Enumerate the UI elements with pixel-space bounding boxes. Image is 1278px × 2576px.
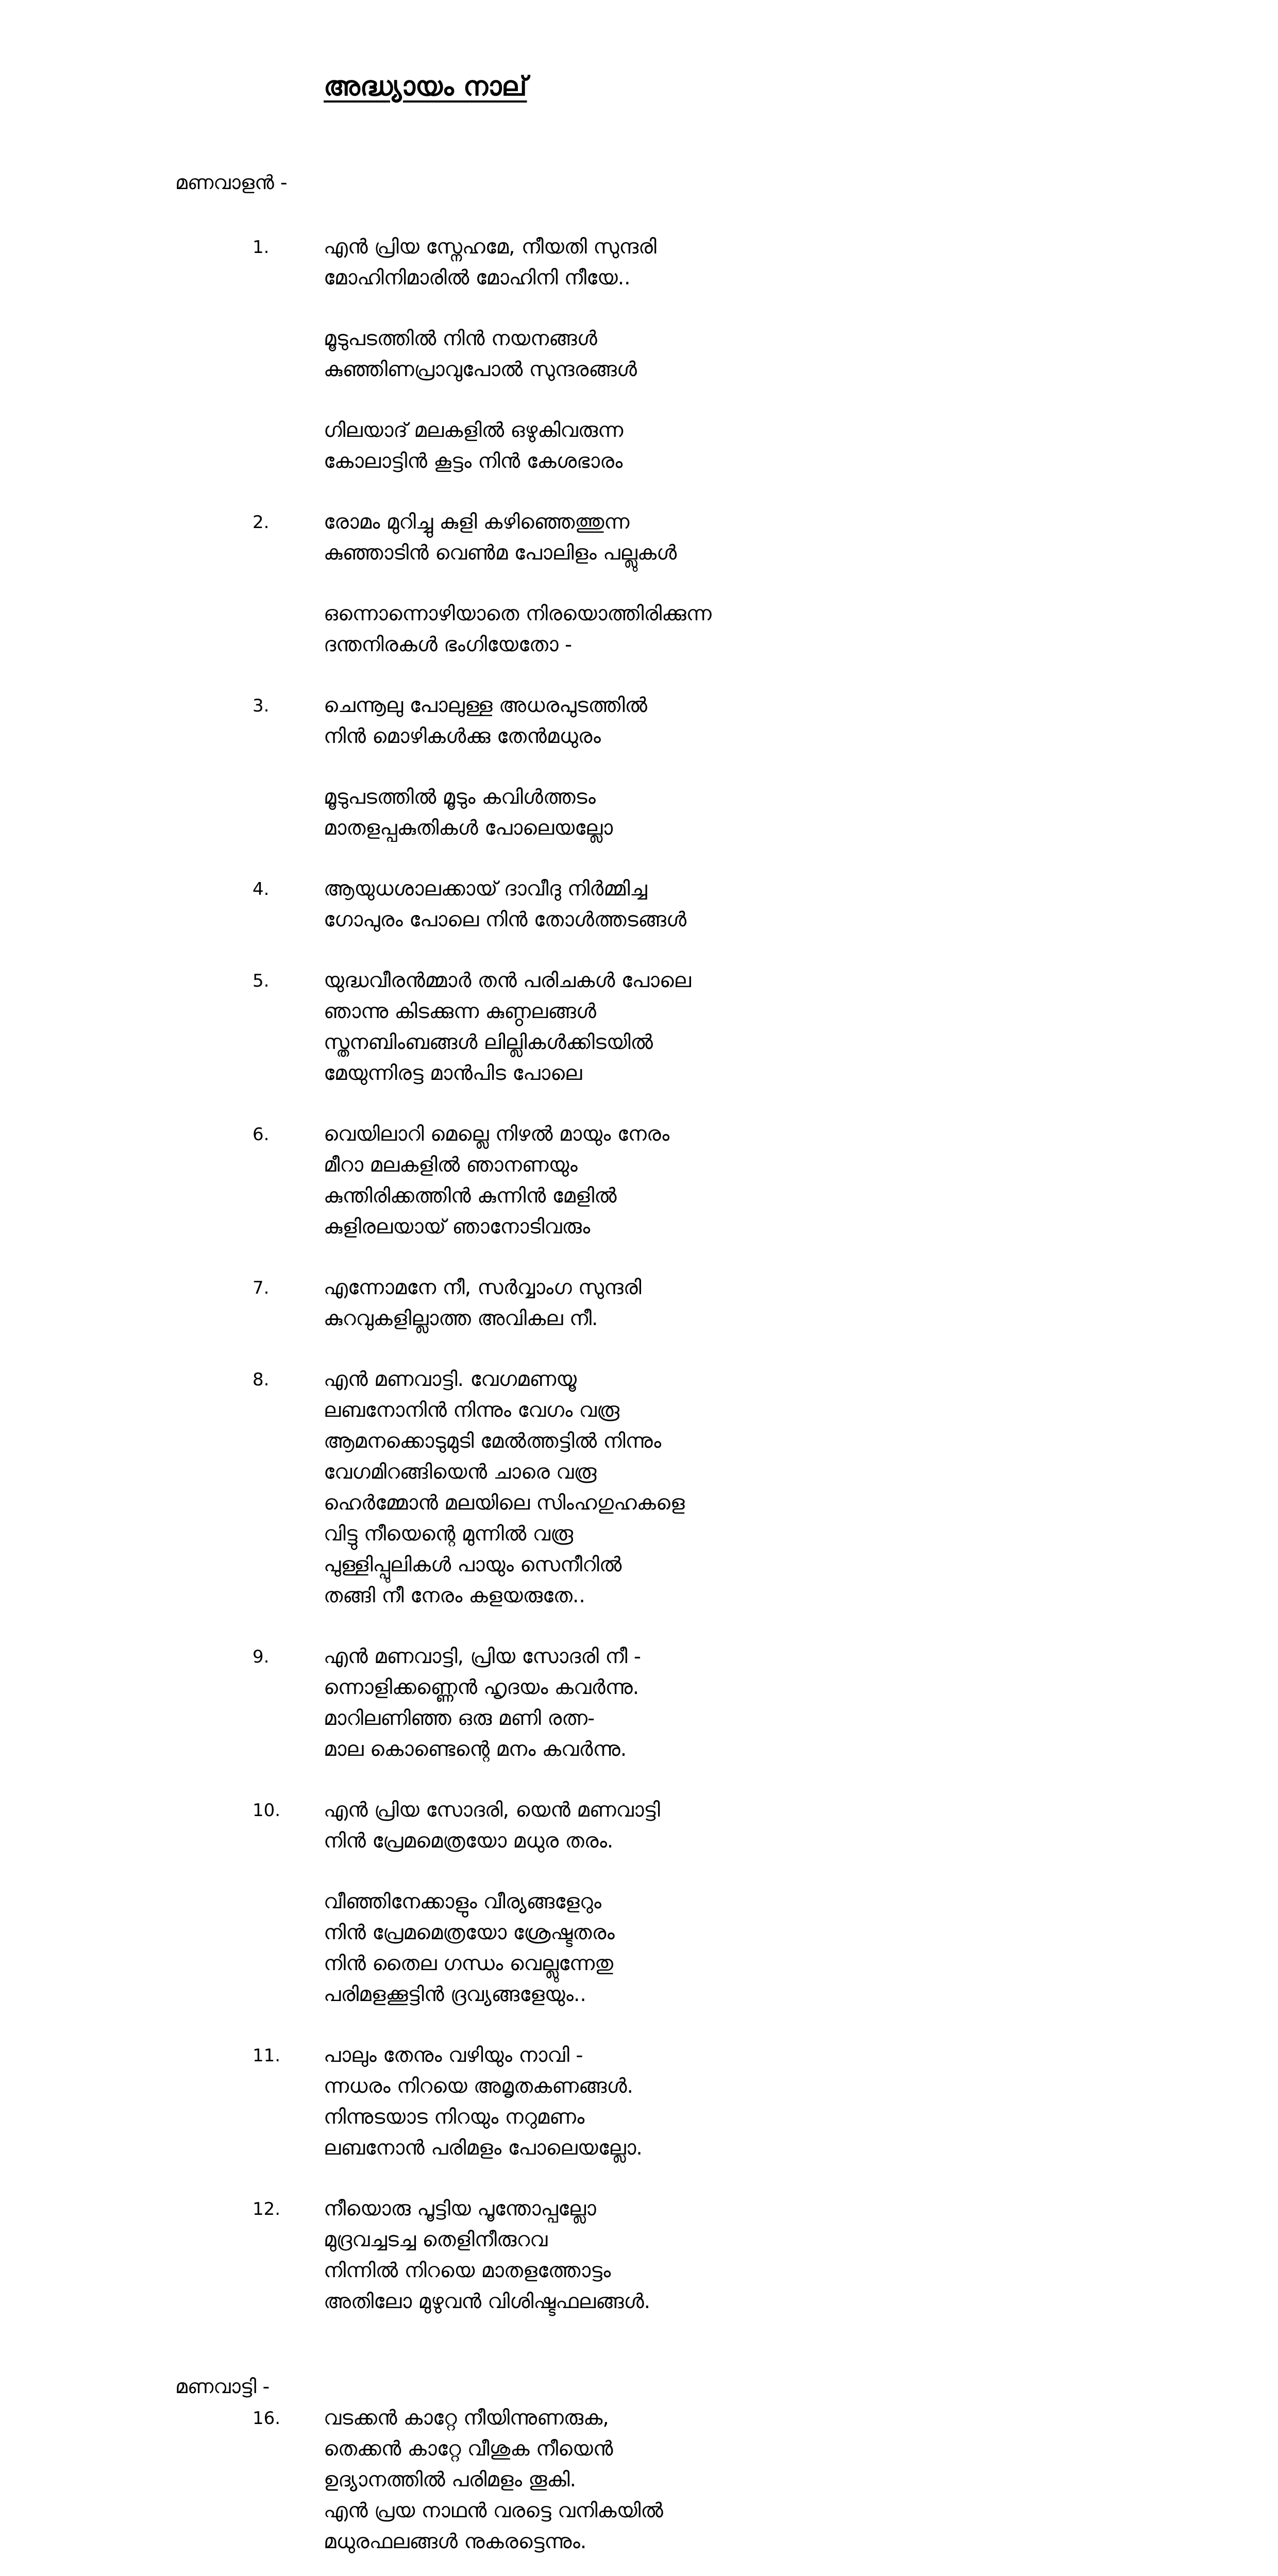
verse-line: നിന്നുടയാട നിറയും നറുമണം: [324, 2106, 585, 2129]
verse-line: എൻ മണവാട്ടി, പ്രിയ സോദരി നീ -: [324, 1645, 641, 1668]
verse: [0, 874, 1278, 936]
verse-number: 11.: [253, 2045, 281, 2066]
verse-number: 12.: [253, 2199, 281, 2219]
verse-line: നിൻ പ്രേമമെത്രയോ മധുര തരം.: [324, 1829, 614, 1853]
verse-list-bridegroom: [0, 232, 1278, 2317]
verse-line: ലബനോനിൻ നിന്നും വേഗം വരൂ: [324, 1399, 619, 1422]
verse: [0, 1119, 1278, 1243]
verse-line: മാതളപ്പകുതികൾ പോലെയല്ലോ: [324, 817, 613, 840]
verse-line: മധുരഫലങ്ങൾ നുകരട്ടെന്നും.: [324, 2530, 587, 2553]
verse-line: ആമനക്കൊടുമുടി മേൽത്തട്ടിൽ നിന്നും: [324, 1430, 662, 1453]
verse: [0, 232, 1278, 477]
stanza: [324, 232, 1278, 294]
verse: [0, 965, 1278, 1089]
stanza: [324, 2194, 1278, 2317]
stanza: [324, 415, 1278, 477]
verse-line: എൻ മണവാട്ടി. വേഗമണയൂ: [324, 1368, 577, 1391]
verse-line: ഗോപുരം പോലെ നിൻ തോൾത്തടങ്ങൾ: [324, 908, 686, 931]
verse-line: പരിമളക്കൂട്ടിൻ ദ്രവ്യങ്ങളേയും..: [324, 1983, 586, 2006]
stanza: [324, 324, 1278, 385]
verse-number: 16.: [253, 2408, 281, 2429]
stanza: [324, 1887, 1278, 2010]
verse-line: കുഞ്ഞിണപ്രാവുപോൽ സുന്ദരങ്ങൾ: [324, 358, 637, 381]
stanza: [324, 2403, 1278, 2557]
verse-line: ആയുധശാലക്കായ് ദാവീദു നിർമ്മിച്ച: [324, 877, 647, 901]
verse-number: 8.: [253, 1369, 270, 1390]
verse-line: വേഗമിറങ്ങിയെൻ ചാരെ വരൂ: [324, 1461, 597, 1484]
verse-line: കുളിരലയായ് ഞാനോടിവരും: [324, 1215, 591, 1239]
verse-line: കുറവുകളില്ലാത്ത അവികല നീ.: [324, 1307, 598, 1330]
speaker-label-bridegroom: മണവാളൻ -: [175, 171, 288, 194]
verse-line: എൻ പ്രിയ സോദരി, യെൻ മണവാട്ടി: [324, 1799, 660, 1822]
verse-line: നിന്നിൽ നിറയെ മാതളത്തോട്ടം: [324, 2259, 611, 2282]
verse-line: പാലും തേനും വഴിയും നാവി -: [324, 2044, 583, 2067]
verse-line: മേയുന്നിരട്ട മാൻപിട പോലെ: [324, 1062, 582, 1085]
stanza: [324, 1795, 1278, 1857]
verse-number: 10.: [253, 1800, 281, 1821]
verse-line: ഗിലയാദ് മലകളിൽ ഒഴുകിവരുന്ന: [324, 419, 624, 442]
verse-line: കുഞ്ഞാടിൻ വെൺമ പോലിളം പല്ലുകൾ: [324, 541, 677, 565]
stanza: [324, 507, 1278, 569]
verse-line: കോലാട്ടിൻ കൂട്ടം നിൻ കേശഭാരം: [324, 450, 623, 473]
speaker-label-bride: മണവാട്ടി -: [175, 2375, 270, 2398]
verse-line: മാറിലണിഞ്ഞ ഒരു മണി രത്ന-: [324, 1707, 595, 1730]
stanza: [324, 965, 1278, 1089]
verse: [0, 2040, 1278, 2164]
verse-line: ഉദ്യാനത്തിൽ പരിമളം തൂകി.: [324, 2468, 576, 2492]
verse-line: എന്നോമനേ നീ, സർവ്വാംഗ സുന്ദരി: [324, 1276, 642, 1299]
stanza: [324, 874, 1278, 936]
verse: [0, 1364, 1278, 1612]
verse-line: യുദ്ധവീരൻമ്മാർ തൻ പരിചകൾ പോലെ: [324, 969, 691, 992]
verse-number: 6.: [253, 1124, 270, 1145]
verse-number: 9.: [253, 1647, 270, 1667]
verse-line: ലബനോൻ പരിമളം പോലെയല്ലോ.: [324, 2137, 643, 2160]
chapter-title: അദ്ധ്യായം നാല്: [324, 71, 527, 102]
stanza: [324, 599, 1278, 660]
verse-number: 7.: [253, 1278, 270, 1298]
stanza: [324, 1641, 1278, 1765]
verse-list-bride: [0, 2403, 1278, 2557]
verse-line: രോമം മുറിച്ചു കുളി കഴിഞ്ഞെത്തുന്ന: [324, 511, 630, 534]
verse-line: ഞാന്നു കിടക്കുന്ന കുണ്ഠലങ്ങൾ: [324, 1000, 596, 1023]
verse-line: തങ്ങി നീ നേരം കളയരുതേ..: [324, 1584, 585, 1607]
verse-number: 1.: [253, 237, 270, 258]
stanza: [324, 690, 1278, 752]
verse-line: ന്നധരം നിറയെ അമൃതകണങ്ങൾ.: [324, 2075, 633, 2098]
verse: [0, 1795, 1278, 2010]
verse: [0, 507, 1278, 660]
verse-line: മീറാ മലകളിൽ ഞാനണയും: [324, 1154, 578, 1177]
verse-line: മാല കൊണ്ടെന്റെ മനം കവർന്നു.: [324, 1738, 627, 1761]
stanza: [324, 1364, 1278, 1612]
verse: [0, 2194, 1278, 2317]
verse: [0, 690, 1278, 844]
verse-line: നീയൊരു പൂട്ടിയ പൂന്തോപ്പല്ലോ: [324, 2197, 596, 2221]
verse-line: വെയിലാറി മെല്ലെ നിഴൽ മായും നേരം: [324, 1123, 670, 1146]
verse: [0, 1273, 1278, 1334]
verse-number: 5.: [253, 971, 270, 991]
verse-line: എൻ പ്രിയ സ്നേഹമേ, നീയതി സുന്ദരി: [324, 235, 657, 259]
verse-line: തെക്കൻ കാറ്റേ വീശുക നീയെൻ: [324, 2437, 613, 2461]
verse-number: 2.: [253, 512, 270, 533]
verse-line: വീഞ്ഞിനേക്കാളും വീര്യങ്ങളേറും: [324, 1890, 601, 1913]
verse-line: എൻ പ്രയ നാഥൻ വരട്ടെ വനികയിൽ: [324, 2499, 663, 2522]
verse-line: വിട്ടു നീയെന്റെ മുന്നിൽ വരൂ: [324, 1522, 574, 1546]
verse-number: 3.: [253, 696, 270, 716]
verse-line: മുദ്രവച്ചടച്ച തെളിനീരുറവ: [324, 2228, 548, 2251]
verse-line: ന്നൊളിക്കണ്ണെൻ ഹൃദയം കവർന്നു.: [324, 1676, 640, 1699]
verse-line: മൂടുപടത്തിൽ നിൻ നയനങ്ങൾ: [324, 327, 597, 350]
verse: [0, 2403, 1278, 2557]
verse-line: മൂടുപടത്തിൽ മൂടും കവിൾത്തടം: [324, 786, 596, 809]
verse-line: മോഹിനിമാരിൽ മോഹിനി നീയേ..: [324, 266, 631, 290]
verse-line: നിൻ മൊഴികൾക്കു തേൻമധുരം: [324, 725, 601, 748]
verse-line: ചെന്നൂലു പോലുള്ള അധരപുടത്തിൽ: [324, 694, 648, 717]
verse-line: സ്തനബിംബങ്ങൾ ലില്ലികൾക്കിടയിൽ: [324, 1031, 653, 1054]
verse-number: 4.: [253, 879, 270, 900]
verse-line: നിൻ പ്രേമമെത്രയോ ശ്രേഷ്ടതരം: [324, 1921, 615, 1944]
stanza: [324, 2040, 1278, 2164]
verse-line: ഹെർമ്മോൻ മലയിലെ സിംഹഗുഹകളെ: [324, 1492, 685, 1515]
verse-line: ഒന്നൊന്നൊഴിയാതെ നിരയൊത്തിരിക്കുന്ന: [324, 602, 712, 625]
verse: [0, 1641, 1278, 1765]
verse-line: നിൻ തൈല ഗന്ധം വെല്ലുന്നേതു: [324, 1952, 613, 1975]
verse-line: കുന്തിരിക്കത്തിൻ കുന്നിൻ മേളിൽ: [324, 1184, 617, 1208]
stanza: [324, 1273, 1278, 1334]
stanza: [324, 782, 1278, 844]
verse-line: അതിലോ മുഴുവൻ വിശിഷ്ടഫലങ്ങൾ.: [324, 2290, 651, 2313]
verse-line: വടക്കൻ കാറ്റേ നീയിന്നുണരുക,: [324, 2406, 609, 2430]
verse-line: പുള്ളിപ്പുലികൾ പായും സെനീറിൽ: [324, 1553, 622, 1577]
stanza: [324, 1119, 1278, 1243]
verse-line: ദന്തനിരകൾ ഭംഗിയേതോ -: [324, 633, 573, 656]
